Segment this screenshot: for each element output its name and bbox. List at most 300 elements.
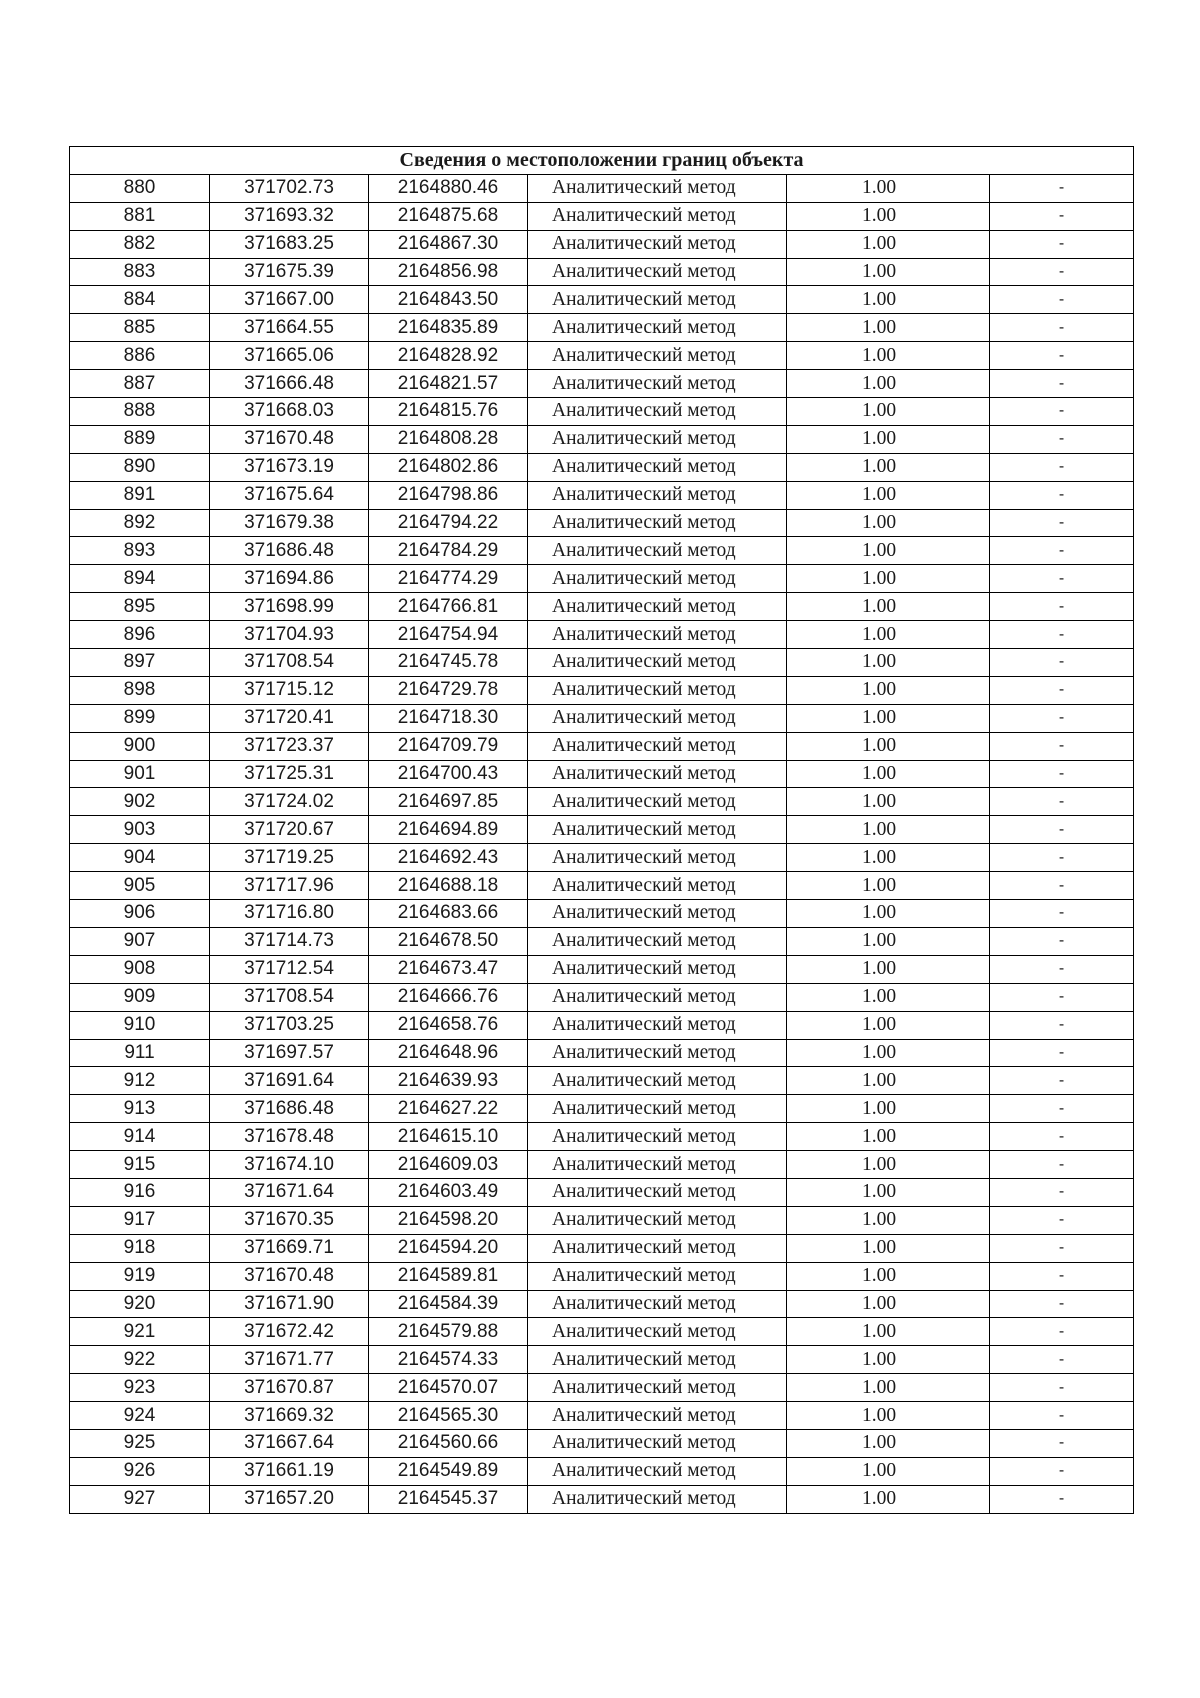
point-number-cell: 902 bbox=[70, 788, 210, 816]
point-number-cell: 888 bbox=[70, 398, 210, 426]
description-cell: - bbox=[990, 481, 1134, 509]
x-coordinate-cell: 371704.93 bbox=[210, 621, 369, 649]
point-number-cell: 920 bbox=[70, 1290, 210, 1318]
precision-cell: 1.00 bbox=[787, 481, 990, 509]
description-cell: - bbox=[990, 1318, 1134, 1346]
method-cell: Аналитический метод bbox=[528, 649, 787, 677]
precision-cell: 1.00 bbox=[787, 1402, 990, 1430]
method-cell: Аналитический метод bbox=[528, 398, 787, 426]
table-row bbox=[70, 1178, 1134, 1206]
description-cell: - bbox=[990, 1457, 1134, 1485]
point-number-cell: 926 bbox=[70, 1457, 210, 1485]
table-row bbox=[70, 342, 1134, 370]
x-coordinate-cell: 371665.06 bbox=[210, 342, 369, 370]
precision-cell: 1.00 bbox=[787, 1318, 990, 1346]
y-coordinate-cell: 2164683.66 bbox=[369, 900, 528, 928]
description-cell: - bbox=[990, 398, 1134, 426]
description-cell: - bbox=[990, 1206, 1134, 1234]
point-number-cell: 894 bbox=[70, 565, 210, 593]
precision-cell: 1.00 bbox=[787, 1290, 990, 1318]
table-row bbox=[70, 1206, 1134, 1234]
table-row bbox=[70, 621, 1134, 649]
table-row bbox=[70, 230, 1134, 258]
description-cell: - bbox=[990, 425, 1134, 453]
y-coordinate-cell: 2164639.93 bbox=[369, 1067, 528, 1095]
point-number-cell: 900 bbox=[70, 732, 210, 760]
table-row bbox=[70, 1374, 1134, 1402]
method-cell: Аналитический метод bbox=[528, 816, 787, 844]
description-cell: - bbox=[990, 704, 1134, 732]
x-coordinate-cell: 371675.39 bbox=[210, 258, 369, 286]
y-coordinate-cell: 2164598.20 bbox=[369, 1206, 528, 1234]
description-cell: - bbox=[990, 509, 1134, 537]
table-row bbox=[70, 370, 1134, 398]
y-coordinate-cell: 2164718.30 bbox=[369, 704, 528, 732]
method-cell: Аналитический метод bbox=[528, 425, 787, 453]
description-cell: - bbox=[990, 537, 1134, 565]
precision-cell: 1.00 bbox=[787, 955, 990, 983]
method-cell: Аналитический метод bbox=[528, 1095, 787, 1123]
x-coordinate-cell: 371669.32 bbox=[210, 1402, 369, 1430]
x-coordinate-cell: 371670.48 bbox=[210, 425, 369, 453]
point-number-cell: 890 bbox=[70, 453, 210, 481]
precision-cell: 1.00 bbox=[787, 342, 990, 370]
method-cell: Аналитический метод bbox=[528, 676, 787, 704]
table-row bbox=[70, 1011, 1134, 1039]
x-coordinate-cell: 371671.90 bbox=[210, 1290, 369, 1318]
point-number-cell: 889 bbox=[70, 425, 210, 453]
x-coordinate-cell: 371691.64 bbox=[210, 1067, 369, 1095]
method-cell: Аналитический метод bbox=[528, 621, 787, 649]
y-coordinate-cell: 2164615.10 bbox=[369, 1123, 528, 1151]
point-number-cell: 901 bbox=[70, 760, 210, 788]
precision-cell: 1.00 bbox=[787, 1457, 990, 1485]
x-coordinate-cell: 371717.96 bbox=[210, 872, 369, 900]
description-cell: - bbox=[990, 174, 1134, 202]
x-coordinate-cell: 371667.64 bbox=[210, 1429, 369, 1457]
table-row bbox=[70, 1457, 1134, 1485]
table-row bbox=[70, 649, 1134, 677]
table-row bbox=[70, 174, 1134, 202]
description-cell: - bbox=[990, 1011, 1134, 1039]
point-number-cell: 881 bbox=[70, 202, 210, 230]
x-coordinate-cell: 371683.25 bbox=[210, 230, 369, 258]
table-row bbox=[70, 704, 1134, 732]
description-cell: - bbox=[990, 844, 1134, 872]
description-cell: - bbox=[990, 1346, 1134, 1374]
table-row bbox=[70, 927, 1134, 955]
x-coordinate-cell: 371708.54 bbox=[210, 983, 369, 1011]
description-cell: - bbox=[990, 1151, 1134, 1179]
y-coordinate-cell: 2164794.22 bbox=[369, 509, 528, 537]
point-number-cell: 883 bbox=[70, 258, 210, 286]
method-cell: Аналитический метод bbox=[528, 983, 787, 1011]
point-number-cell: 914 bbox=[70, 1123, 210, 1151]
method-cell: Аналитический метод bbox=[528, 1123, 787, 1151]
table-row bbox=[70, 286, 1134, 314]
y-coordinate-cell: 2164754.94 bbox=[369, 621, 528, 649]
description-cell: - bbox=[990, 1290, 1134, 1318]
method-cell: Аналитический метод bbox=[528, 872, 787, 900]
method-cell: Аналитический метод bbox=[528, 1011, 787, 1039]
y-coordinate-cell: 2164802.86 bbox=[369, 453, 528, 481]
method-cell: Аналитический метод bbox=[528, 593, 787, 621]
point-number-cell: 906 bbox=[70, 900, 210, 928]
description-cell: - bbox=[990, 1039, 1134, 1067]
precision-cell: 1.00 bbox=[787, 1234, 990, 1262]
precision-cell: 1.00 bbox=[787, 1429, 990, 1457]
precision-cell: 1.00 bbox=[787, 872, 990, 900]
y-coordinate-cell: 2164609.03 bbox=[369, 1151, 528, 1179]
table-row bbox=[70, 425, 1134, 453]
method-cell: Аналитический метод bbox=[528, 453, 787, 481]
table-row bbox=[70, 1123, 1134, 1151]
x-coordinate-cell: 371670.87 bbox=[210, 1374, 369, 1402]
table-row bbox=[70, 202, 1134, 230]
table-row bbox=[70, 453, 1134, 481]
point-number-cell: 898 bbox=[70, 676, 210, 704]
y-coordinate-cell: 2164688.18 bbox=[369, 872, 528, 900]
x-coordinate-cell: 371674.10 bbox=[210, 1151, 369, 1179]
y-coordinate-cell: 2164798.86 bbox=[369, 481, 528, 509]
x-coordinate-cell: 371667.00 bbox=[210, 286, 369, 314]
precision-cell: 1.00 bbox=[787, 286, 990, 314]
table-row bbox=[70, 481, 1134, 509]
table-row bbox=[70, 1039, 1134, 1067]
table-row bbox=[70, 816, 1134, 844]
method-cell: Аналитический метод bbox=[528, 704, 787, 732]
description-cell: - bbox=[990, 1429, 1134, 1457]
x-coordinate-cell: 371725.31 bbox=[210, 760, 369, 788]
point-number-cell: 918 bbox=[70, 1234, 210, 1262]
table-row bbox=[70, 1318, 1134, 1346]
description-cell: - bbox=[990, 230, 1134, 258]
x-coordinate-cell: 371708.54 bbox=[210, 649, 369, 677]
x-coordinate-cell: 371715.12 bbox=[210, 676, 369, 704]
description-cell: - bbox=[990, 1374, 1134, 1402]
method-cell: Аналитический метод bbox=[528, 230, 787, 258]
y-coordinate-cell: 2164627.22 bbox=[369, 1095, 528, 1123]
description-cell: - bbox=[990, 816, 1134, 844]
y-coordinate-cell: 2164697.85 bbox=[369, 788, 528, 816]
table-row bbox=[70, 509, 1134, 537]
x-coordinate-cell: 371679.38 bbox=[210, 509, 369, 537]
precision-cell: 1.00 bbox=[787, 816, 990, 844]
method-cell: Аналитический метод bbox=[528, 202, 787, 230]
x-coordinate-cell: 371657.20 bbox=[210, 1485, 369, 1513]
precision-cell: 1.00 bbox=[787, 174, 990, 202]
y-coordinate-cell: 2164784.29 bbox=[369, 537, 528, 565]
point-number-cell: 924 bbox=[70, 1402, 210, 1430]
precision-cell: 1.00 bbox=[787, 1067, 990, 1095]
method-cell: Аналитический метод bbox=[528, 1318, 787, 1346]
y-coordinate-cell: 2164678.50 bbox=[369, 927, 528, 955]
y-coordinate-cell: 2164589.81 bbox=[369, 1262, 528, 1290]
description-cell: - bbox=[990, 900, 1134, 928]
point-number-cell: 925 bbox=[70, 1429, 210, 1457]
point-number-cell: 911 bbox=[70, 1039, 210, 1067]
x-coordinate-cell: 371720.67 bbox=[210, 816, 369, 844]
description-cell: - bbox=[990, 1067, 1134, 1095]
x-coordinate-cell: 371668.03 bbox=[210, 398, 369, 426]
method-cell: Аналитический метод bbox=[528, 900, 787, 928]
description-cell: - bbox=[990, 676, 1134, 704]
method-cell: Аналитический метод bbox=[528, 258, 787, 286]
point-number-cell: 893 bbox=[70, 537, 210, 565]
point-number-cell: 882 bbox=[70, 230, 210, 258]
y-coordinate-cell: 2164570.07 bbox=[369, 1374, 528, 1402]
x-coordinate-cell: 371686.48 bbox=[210, 537, 369, 565]
precision-cell: 1.00 bbox=[787, 1346, 990, 1374]
method-cell: Аналитический метод bbox=[528, 537, 787, 565]
precision-cell: 1.00 bbox=[787, 1123, 990, 1151]
table-row bbox=[70, 955, 1134, 983]
description-cell: - bbox=[990, 314, 1134, 342]
description-cell: - bbox=[990, 1095, 1134, 1123]
y-coordinate-cell: 2164658.76 bbox=[369, 1011, 528, 1039]
y-coordinate-cell: 2164867.30 bbox=[369, 230, 528, 258]
x-coordinate-cell: 371670.35 bbox=[210, 1206, 369, 1234]
x-coordinate-cell: 371686.48 bbox=[210, 1095, 369, 1123]
table-title: Сведения о местоположении границ объекта bbox=[70, 147, 1134, 175]
precision-cell: 1.00 bbox=[787, 1374, 990, 1402]
x-coordinate-cell: 371703.25 bbox=[210, 1011, 369, 1039]
y-coordinate-cell: 2164856.98 bbox=[369, 258, 528, 286]
y-coordinate-cell: 2164774.29 bbox=[369, 565, 528, 593]
x-coordinate-cell: 371671.77 bbox=[210, 1346, 369, 1374]
table-row bbox=[70, 900, 1134, 928]
precision-cell: 1.00 bbox=[787, 1485, 990, 1513]
y-coordinate-cell: 2164709.79 bbox=[369, 732, 528, 760]
table-row bbox=[70, 1429, 1134, 1457]
y-coordinate-cell: 2164700.43 bbox=[369, 760, 528, 788]
table-row bbox=[70, 676, 1134, 704]
x-coordinate-cell: 371666.48 bbox=[210, 370, 369, 398]
method-cell: Аналитический метод bbox=[528, 788, 787, 816]
point-number-cell: 927 bbox=[70, 1485, 210, 1513]
method-cell: Аналитический метод bbox=[528, 1346, 787, 1374]
description-cell: - bbox=[990, 872, 1134, 900]
precision-cell: 1.00 bbox=[787, 1262, 990, 1290]
table-row bbox=[70, 732, 1134, 760]
boundary-coordinates-table bbox=[69, 146, 1134, 1514]
y-coordinate-cell: 2164648.96 bbox=[369, 1039, 528, 1067]
precision-cell: 1.00 bbox=[787, 1151, 990, 1179]
y-coordinate-cell: 2164729.78 bbox=[369, 676, 528, 704]
x-coordinate-cell: 371675.64 bbox=[210, 481, 369, 509]
precision-cell: 1.00 bbox=[787, 537, 990, 565]
x-coordinate-cell: 371720.41 bbox=[210, 704, 369, 732]
point-number-cell: 887 bbox=[70, 370, 210, 398]
precision-cell: 1.00 bbox=[787, 844, 990, 872]
description-cell: - bbox=[990, 1485, 1134, 1513]
y-coordinate-cell: 2164808.28 bbox=[369, 425, 528, 453]
precision-cell: 1.00 bbox=[787, 453, 990, 481]
table-row bbox=[70, 844, 1134, 872]
point-number-cell: 885 bbox=[70, 314, 210, 342]
description-cell: - bbox=[990, 370, 1134, 398]
table-row bbox=[70, 1262, 1134, 1290]
point-number-cell: 919 bbox=[70, 1262, 210, 1290]
precision-cell: 1.00 bbox=[787, 704, 990, 732]
y-coordinate-cell: 2164560.66 bbox=[369, 1429, 528, 1457]
y-coordinate-cell: 2164545.37 bbox=[369, 1485, 528, 1513]
method-cell: Аналитический метод bbox=[528, 844, 787, 872]
precision-cell: 1.00 bbox=[787, 509, 990, 537]
x-coordinate-cell: 371672.42 bbox=[210, 1318, 369, 1346]
description-cell: - bbox=[990, 1262, 1134, 1290]
x-coordinate-cell: 371671.64 bbox=[210, 1178, 369, 1206]
precision-cell: 1.00 bbox=[787, 649, 990, 677]
precision-cell: 1.00 bbox=[787, 983, 990, 1011]
table-row bbox=[70, 1402, 1134, 1430]
table-row bbox=[70, 1485, 1134, 1513]
point-number-cell: 913 bbox=[70, 1095, 210, 1123]
point-number-cell: 923 bbox=[70, 1374, 210, 1402]
x-coordinate-cell: 371702.73 bbox=[210, 174, 369, 202]
point-number-cell: 880 bbox=[70, 174, 210, 202]
x-coordinate-cell: 371724.02 bbox=[210, 788, 369, 816]
method-cell: Аналитический метод bbox=[528, 1402, 787, 1430]
table-row bbox=[70, 872, 1134, 900]
table-row bbox=[70, 1290, 1134, 1318]
x-coordinate-cell: 371664.55 bbox=[210, 314, 369, 342]
description-cell: - bbox=[990, 621, 1134, 649]
table-title-row bbox=[70, 147, 1134, 175]
precision-cell: 1.00 bbox=[787, 1178, 990, 1206]
table-row bbox=[70, 1234, 1134, 1262]
table-row bbox=[70, 537, 1134, 565]
x-coordinate-cell: 371693.32 bbox=[210, 202, 369, 230]
x-coordinate-cell: 371678.48 bbox=[210, 1123, 369, 1151]
table-row bbox=[70, 1067, 1134, 1095]
point-number-cell: 897 bbox=[70, 649, 210, 677]
point-number-cell: 884 bbox=[70, 286, 210, 314]
y-coordinate-cell: 2164673.47 bbox=[369, 955, 528, 983]
method-cell: Аналитический метод bbox=[528, 955, 787, 983]
x-coordinate-cell: 371723.37 bbox=[210, 732, 369, 760]
point-number-cell: 912 bbox=[70, 1067, 210, 1095]
precision-cell: 1.00 bbox=[787, 927, 990, 955]
precision-cell: 1.00 bbox=[787, 593, 990, 621]
table-row bbox=[70, 1346, 1134, 1374]
precision-cell: 1.00 bbox=[787, 621, 990, 649]
method-cell: Аналитический метод bbox=[528, 1262, 787, 1290]
y-coordinate-cell: 2164766.81 bbox=[369, 593, 528, 621]
y-coordinate-cell: 2164815.76 bbox=[369, 398, 528, 426]
precision-cell: 1.00 bbox=[787, 565, 990, 593]
table-row bbox=[70, 788, 1134, 816]
description-cell: - bbox=[990, 1402, 1134, 1430]
precision-cell: 1.00 bbox=[787, 314, 990, 342]
description-cell: - bbox=[990, 258, 1134, 286]
point-number-cell: 891 bbox=[70, 481, 210, 509]
description-cell: - bbox=[990, 732, 1134, 760]
point-number-cell: 899 bbox=[70, 704, 210, 732]
table-row bbox=[70, 258, 1134, 286]
precision-cell: 1.00 bbox=[787, 676, 990, 704]
x-coordinate-cell: 371661.19 bbox=[210, 1457, 369, 1485]
x-coordinate-cell: 371719.25 bbox=[210, 844, 369, 872]
precision-cell: 1.00 bbox=[787, 230, 990, 258]
method-cell: Аналитический метод bbox=[528, 314, 787, 342]
y-coordinate-cell: 2164603.49 bbox=[369, 1178, 528, 1206]
description-cell: - bbox=[990, 1123, 1134, 1151]
y-coordinate-cell: 2164579.88 bbox=[369, 1318, 528, 1346]
method-cell: Аналитический метод bbox=[528, 286, 787, 314]
y-coordinate-cell: 2164821.57 bbox=[369, 370, 528, 398]
y-coordinate-cell: 2164692.43 bbox=[369, 844, 528, 872]
x-coordinate-cell: 371697.57 bbox=[210, 1039, 369, 1067]
precision-cell: 1.00 bbox=[787, 788, 990, 816]
point-number-cell: 915 bbox=[70, 1151, 210, 1179]
description-cell: - bbox=[990, 453, 1134, 481]
table-row bbox=[70, 983, 1134, 1011]
point-number-cell: 892 bbox=[70, 509, 210, 537]
y-coordinate-cell: 2164584.39 bbox=[369, 1290, 528, 1318]
precision-cell: 1.00 bbox=[787, 1039, 990, 1067]
method-cell: Аналитический метод bbox=[528, 732, 787, 760]
method-cell: Аналитический метод bbox=[528, 509, 787, 537]
document-page bbox=[69, 146, 1133, 1514]
point-number-cell: 909 bbox=[70, 983, 210, 1011]
precision-cell: 1.00 bbox=[787, 202, 990, 230]
point-number-cell: 896 bbox=[70, 621, 210, 649]
description-cell: - bbox=[990, 1178, 1134, 1206]
table-row bbox=[70, 760, 1134, 788]
precision-cell: 1.00 bbox=[787, 425, 990, 453]
precision-cell: 1.00 bbox=[787, 258, 990, 286]
y-coordinate-cell: 2164875.68 bbox=[369, 202, 528, 230]
point-number-cell: 905 bbox=[70, 872, 210, 900]
point-number-cell: 895 bbox=[70, 593, 210, 621]
x-coordinate-cell: 371714.73 bbox=[210, 927, 369, 955]
method-cell: Аналитический метод bbox=[528, 927, 787, 955]
description-cell: - bbox=[990, 593, 1134, 621]
point-number-cell: 908 bbox=[70, 955, 210, 983]
point-number-cell: 922 bbox=[70, 1346, 210, 1374]
method-cell: Аналитический метод bbox=[528, 481, 787, 509]
table-row bbox=[70, 565, 1134, 593]
method-cell: Аналитический метод bbox=[528, 1374, 787, 1402]
point-number-cell: 903 bbox=[70, 816, 210, 844]
method-cell: Аналитический метод bbox=[528, 1234, 787, 1262]
method-cell: Аналитический метод bbox=[528, 1151, 787, 1179]
method-cell: Аналитический метод bbox=[528, 1290, 787, 1318]
method-cell: Аналитический метод bbox=[528, 370, 787, 398]
point-number-cell: 907 bbox=[70, 927, 210, 955]
precision-cell: 1.00 bbox=[787, 732, 990, 760]
y-coordinate-cell: 2164694.89 bbox=[369, 816, 528, 844]
x-coordinate-cell: 371698.99 bbox=[210, 593, 369, 621]
y-coordinate-cell: 2164666.76 bbox=[369, 983, 528, 1011]
y-coordinate-cell: 2164828.92 bbox=[369, 342, 528, 370]
x-coordinate-cell: 371673.19 bbox=[210, 453, 369, 481]
description-cell: - bbox=[990, 955, 1134, 983]
y-coordinate-cell: 2164745.78 bbox=[369, 649, 528, 677]
description-cell: - bbox=[990, 760, 1134, 788]
method-cell: Аналитический метод bbox=[528, 174, 787, 202]
table-row bbox=[70, 398, 1134, 426]
point-number-cell: 886 bbox=[70, 342, 210, 370]
method-cell: Аналитический метод bbox=[528, 1178, 787, 1206]
point-number-cell: 921 bbox=[70, 1318, 210, 1346]
y-coordinate-cell: 2164835.89 bbox=[369, 314, 528, 342]
method-cell: Аналитический метод bbox=[528, 1206, 787, 1234]
point-number-cell: 910 bbox=[70, 1011, 210, 1039]
description-cell: - bbox=[990, 983, 1134, 1011]
method-cell: Аналитический метод bbox=[528, 1039, 787, 1067]
